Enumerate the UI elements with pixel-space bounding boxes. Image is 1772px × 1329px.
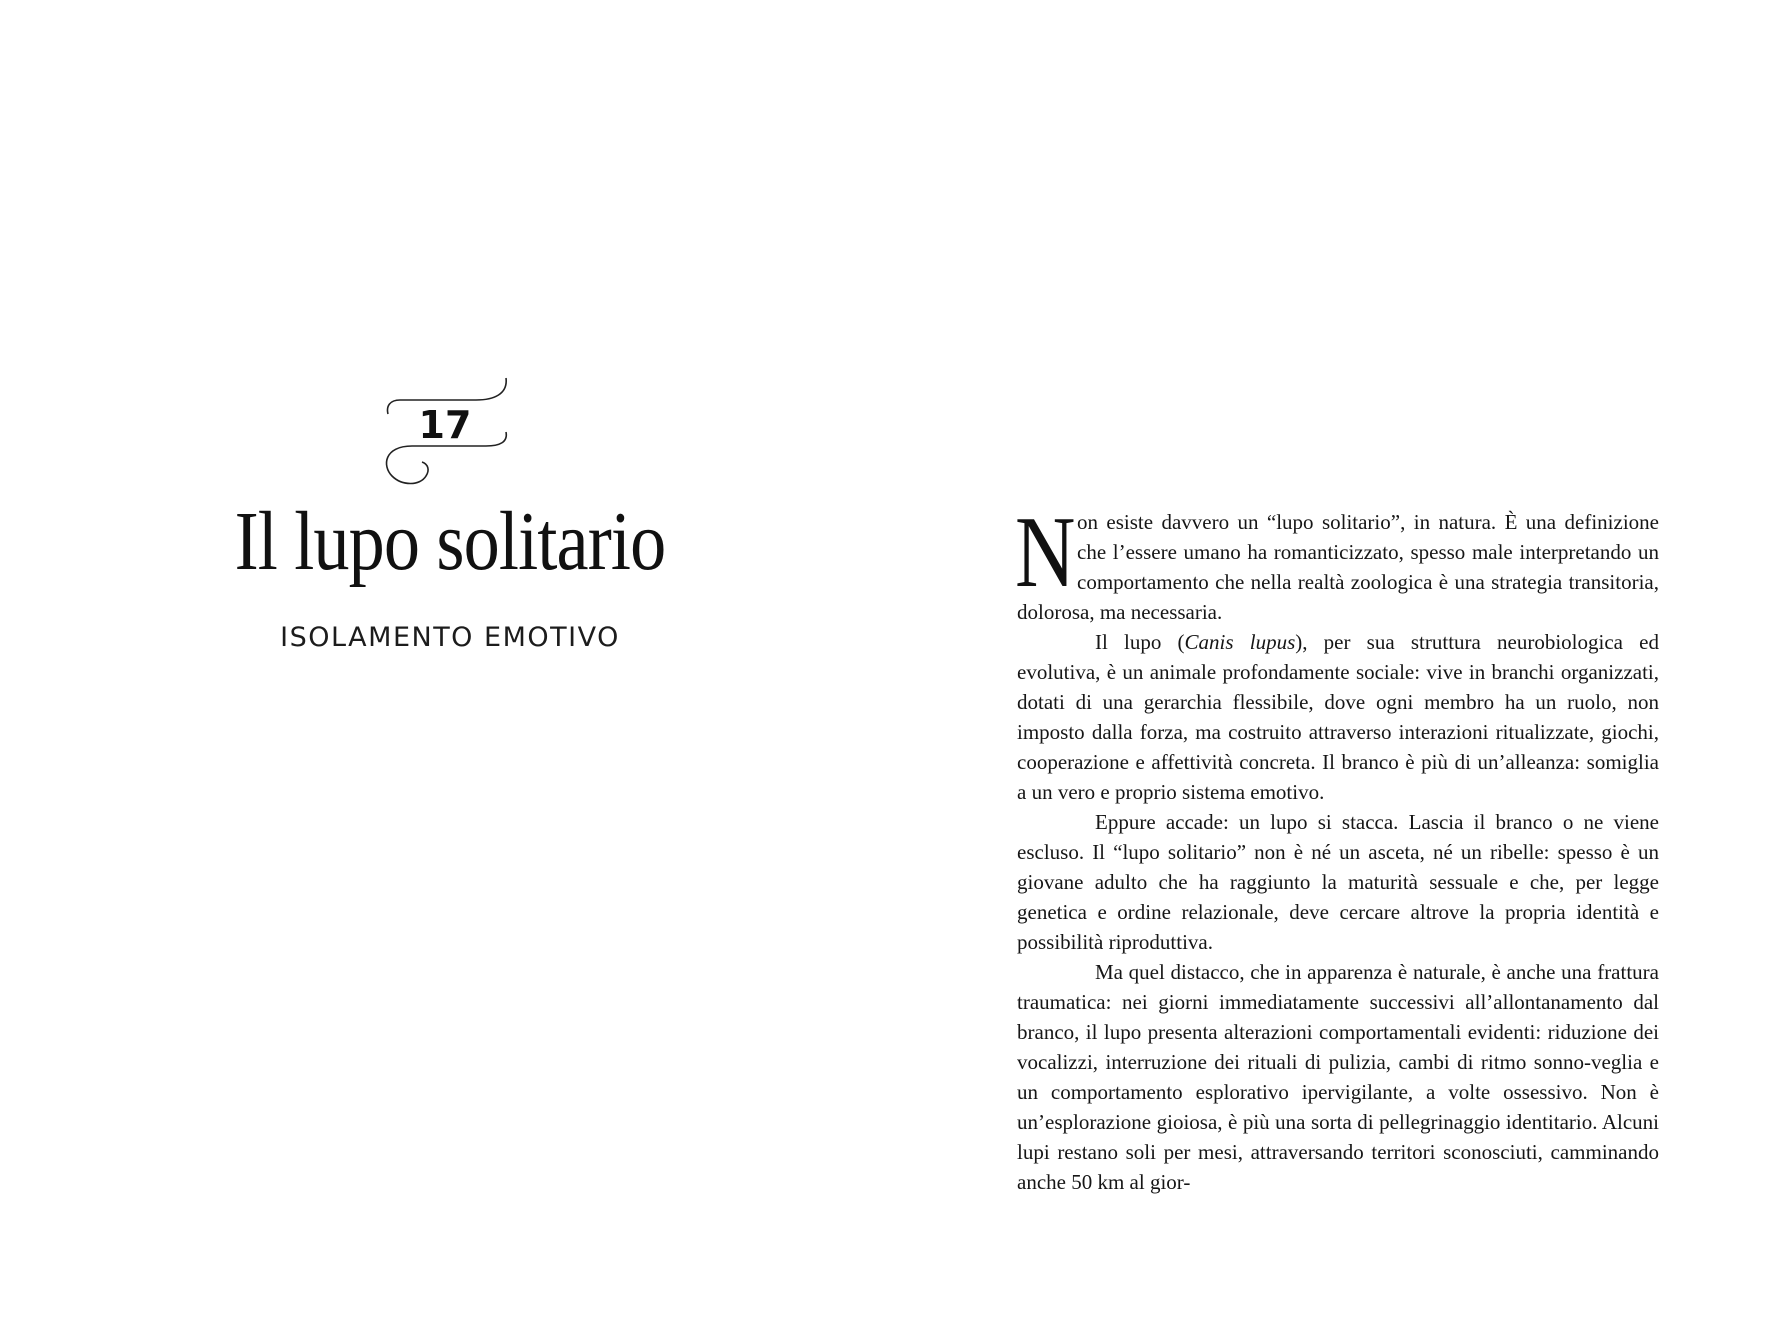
paragraph-2-text-a: Il lupo (	[1095, 630, 1185, 654]
paragraph-4: Ma quel distacco, che in apparenza è naturale, è anche una frattura traumatica: nei giorni immediatamente successivi all’allontanamento dal branco, il lupo presenta alterazioni comportamentali evidenti: riduzione dei vocalizzi, interruzione dei rituali di pulizia, cambi di ritmo sonno-veglia e un comportamento esplorativo ipervigilante, a volte ossessivo. Non è un’esplorazione gioiosa, è più una sorta di pellegrinaggio identitario. Alcuni lupi restano soli per mesi, attraversando territori sconosciuti, camminando anche 50 km al gior-	[1017, 960, 1659, 1194]
paragraph-1	[1015, 496, 1659, 627]
paragraph-2	[1017, 627, 1659, 807]
species-name: Canis lupus	[1184, 630, 1296, 654]
body-text	[1015, 496, 1659, 1197]
paragraph-3: Eppure accade: un lupo si stacca. Lascia il branco o ne viene escluso. Il “lupo solitario” non è né un asceta, né un ribelle: spesso è un giovane adulto che ha raggiunto la maturità sessuale e che, per legge genetica e ordine relazionale, deve cercare altrove la propria identità e possibilità riproduttiva.	[1017, 810, 1659, 954]
paragraph-1-text: on esiste davvero un “lupo solitario”, in natura. È una definizione che l’essere umano ha romanticizzato, spesso male interpretando un comportamento che nella realtà zoologica è una strategia transitoria, dolorosa, ma necessaria.	[1017, 510, 1659, 624]
chapter-subtitle: ISOLAMENTO EMOTIVO	[280, 622, 620, 653]
paragraph-2-text-b: ), per sua struttura neurobiologica ed evolutiva, è un animale profondamente sociale: vive in branchi organizzati, dotati di una gerarchia flessibile, dove ogni membro ha un ruolo, non imposto dalla forza, ma costruito attraverso interazioni ritualizzate, giochi, cooperazione e affettività concreta. Il branco è più di un’alleanza: somiglia a un vero e proprio sistema emotivo.	[1017, 630, 1659, 804]
chapter-title: Il lupo solitario	[234, 495, 666, 588]
chapter-number: 17	[418, 403, 472, 447]
drop-cap: N	[1015, 496, 1076, 609]
